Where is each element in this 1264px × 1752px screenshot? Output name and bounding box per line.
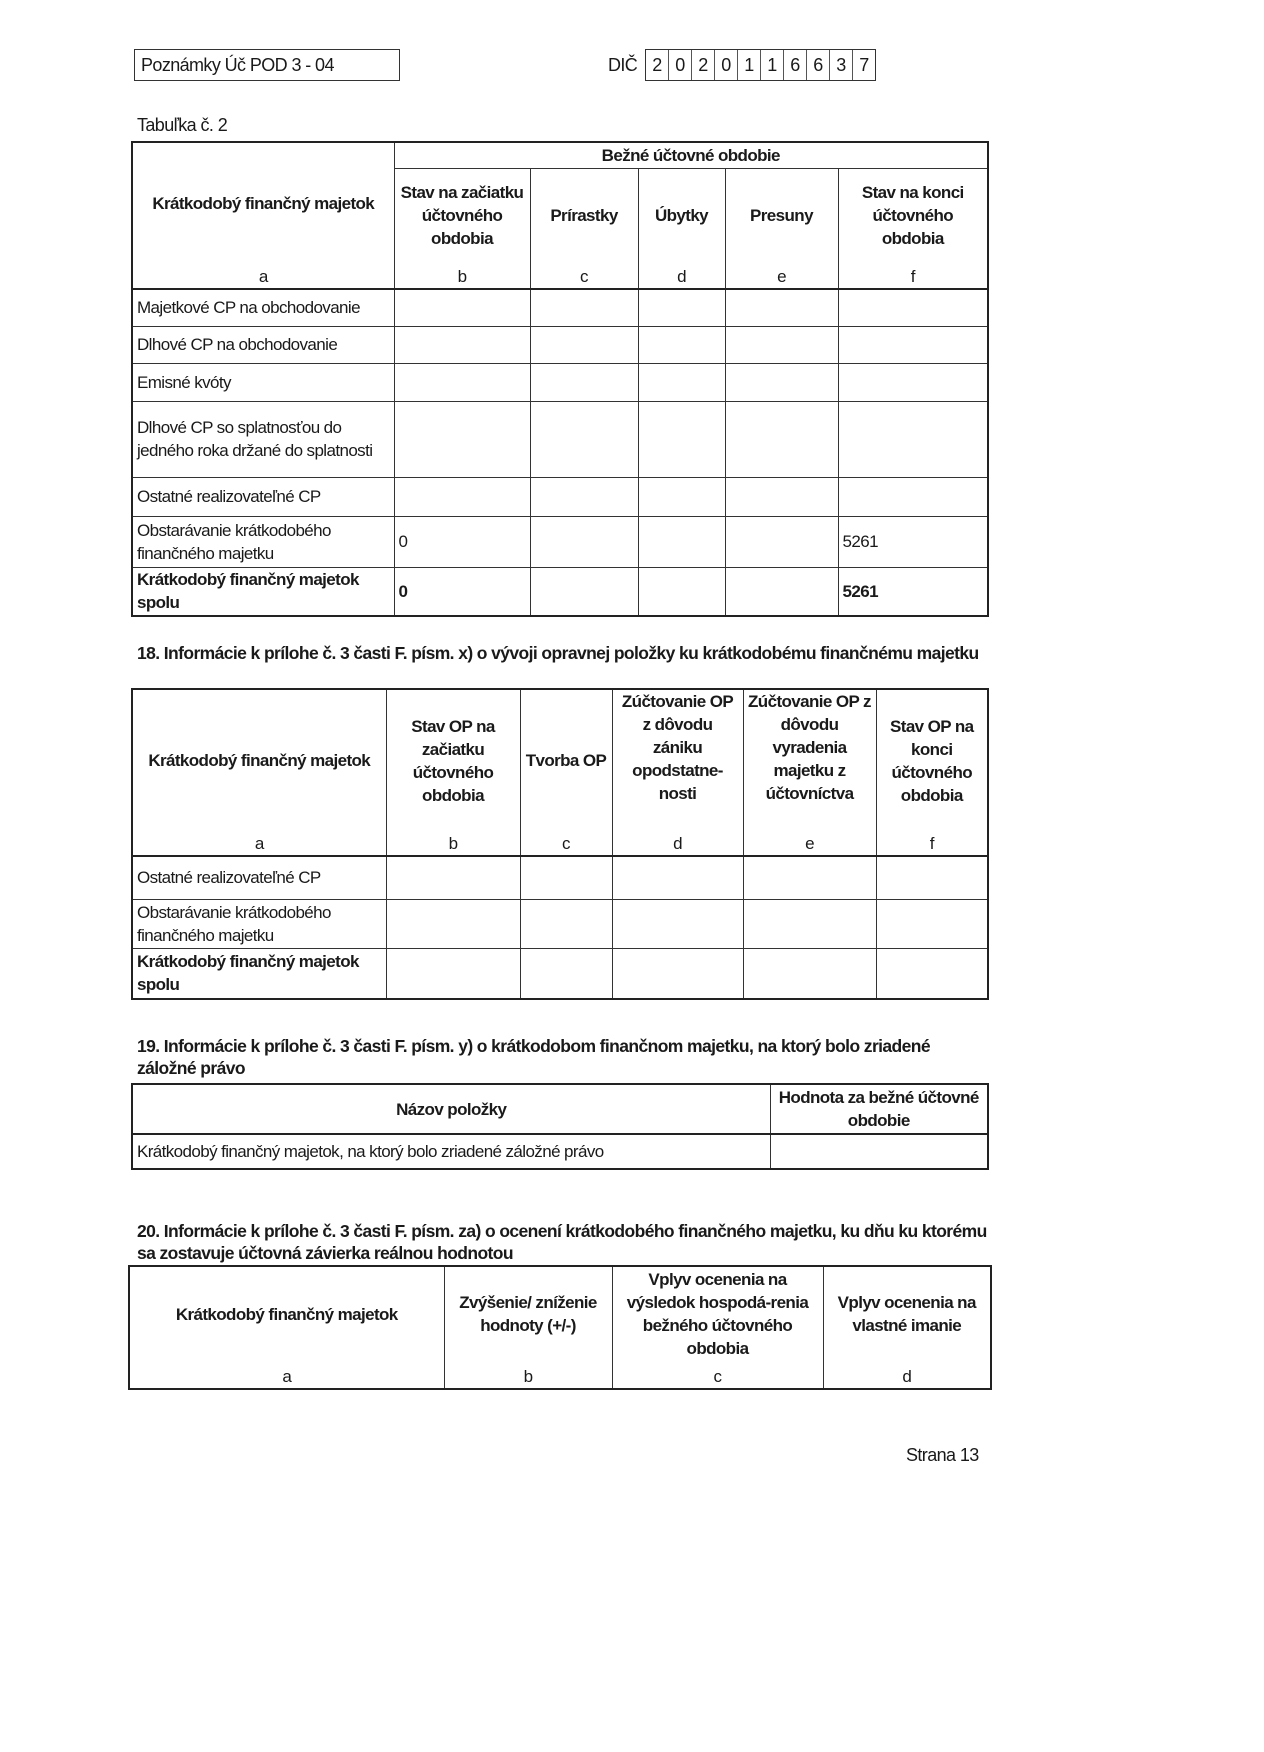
dic-boxes (645, 49, 876, 81)
col-header: Hodnota za bežné účtovné obdobie (770, 1084, 988, 1134)
row-label: Ostatné realizovateľné CP (132, 477, 394, 516)
cell-opening (394, 363, 530, 401)
section-19-heading: 19. Informácie k prílohe č. 3 časti F. písm. y) o krátkodobom finančnom majetku, na ktorý bolo zriadené záložné právo (137, 1036, 931, 1078)
col-header: Vplyv ocenenia na vlastné imanie (823, 1266, 991, 1361)
page-number: Strana 13 (906, 1445, 979, 1465)
col-header: Zvýšenie/ zníženie hodnoty (+/-) (444, 1266, 612, 1361)
table-allowance (131, 688, 989, 1000)
cell (530, 567, 638, 616)
cell-closing (838, 401, 988, 477)
table-row (132, 289, 988, 326)
row-label: Ostatné realizovateľné CP (132, 856, 386, 899)
cell (530, 516, 638, 567)
dic-digit: 6 (807, 50, 830, 80)
col-header: Stav na začiatku účtovného obdobia (394, 168, 530, 263)
col-header: Stav na konci účtovného obdobia (838, 168, 988, 263)
form-label: Poznámky Úč POD 3 - 04 (134, 49, 400, 81)
letter: f (838, 263, 988, 289)
cell (725, 289, 838, 326)
col-header: Presuny (725, 168, 838, 263)
cell-opening (394, 477, 530, 516)
letter: a (132, 831, 386, 856)
letter: b (386, 831, 520, 856)
cell (530, 363, 638, 401)
col-a-header: Krátkodobý finančný majetok (132, 689, 386, 831)
cell (725, 326, 838, 363)
cell-closing (838, 326, 988, 363)
table-row (132, 516, 988, 567)
dic-digit: 0 (669, 50, 692, 80)
row-label: Emisné kvóty (132, 363, 394, 401)
cell-closing (838, 477, 988, 516)
table-row (132, 363, 988, 401)
table-row (132, 401, 988, 477)
letter: a (129, 1361, 444, 1389)
cell-closing: 5261 (838, 567, 988, 616)
cell (638, 567, 725, 616)
cell (638, 363, 725, 401)
col-header: Vplyv ocenenia na výsledok hospodá-renia bežného účtovného obdobia (612, 1266, 823, 1361)
col-header: Krátkodobý finančný majetok (129, 1266, 444, 1361)
letter: d (638, 263, 725, 289)
cell (725, 567, 838, 616)
letter: c (530, 263, 638, 289)
table-row (132, 567, 988, 616)
table-fair-value (128, 1265, 992, 1390)
cell (530, 289, 638, 326)
cell-opening: 0 (394, 567, 530, 616)
dic-digit: 2 (692, 50, 715, 80)
letter: e (743, 831, 876, 856)
letter: c (612, 1361, 823, 1389)
letter: d (823, 1361, 991, 1389)
letter: d (612, 831, 743, 856)
cell (638, 289, 725, 326)
row-label-total: Krátkodobý finančný majetok spolu (132, 948, 386, 999)
cell-opening (394, 326, 530, 363)
col-header: Stav OP na konci účtovného obdobia (876, 689, 988, 831)
cell-closing (838, 289, 988, 326)
cell (725, 401, 838, 477)
cell-opening: 0 (394, 516, 530, 567)
letter: b (394, 263, 530, 289)
cell (530, 477, 638, 516)
cell (725, 516, 838, 567)
col-header: Úbytky (638, 168, 725, 263)
dic-digit: 2 (646, 50, 669, 80)
col-header: Zúčtovanie OP z dôvodu zániku opodstatne-nosti (612, 689, 743, 831)
cell (530, 326, 638, 363)
row-label-total: Krátkodobý finančný majetok spolu (132, 567, 394, 616)
table-caption: Tabuľka č. 2 (137, 115, 228, 135)
cell (725, 363, 838, 401)
cell (638, 401, 725, 477)
letter: a (132, 263, 394, 289)
letter: f (876, 831, 988, 856)
table-short-term-financial-assets (131, 141, 989, 617)
row-label: Obstarávanie krátkodobého finančného majetku (132, 516, 394, 567)
cell-opening (394, 289, 530, 326)
cell (638, 477, 725, 516)
table-pledged (131, 1083, 989, 1170)
col-header: Zúčtovanie OP z dôvodu vyradenia majetku z účtovníctva (743, 689, 876, 831)
col-header: Názov položky (132, 1084, 770, 1134)
section-18-heading: 18. Informácie k prílohe č. 3 časti F. písm. x) o vývoji opravnej položky ku krátkodobému finančnému majetku (137, 643, 979, 663)
cell (530, 401, 638, 477)
col-header: Stav OP na začiatku účtovného obdobia (386, 689, 520, 831)
letter: b (444, 1361, 612, 1389)
letter: c (520, 831, 612, 856)
col-a-header: Krátkodobý finančný majetok (132, 142, 394, 263)
row-label: Krátkodobý finančný majetok, na ktorý bolo zriadené záložné právo (132, 1134, 770, 1169)
table-row (132, 477, 988, 516)
row-label: Dlhové CP so splatnosťou do jedného roka držané do splatnosti (132, 401, 394, 477)
letter: e (725, 263, 838, 289)
cell (638, 326, 725, 363)
cell-opening (394, 401, 530, 477)
col-header: Tvorba OP (520, 689, 612, 831)
cell (725, 477, 838, 516)
row-label: Obstarávanie krátkodobého finančného majetku (132, 899, 386, 948)
cell (638, 516, 725, 567)
row-label: Majetkové CP na obchodovanie (132, 289, 394, 326)
dic-digit: 1 (761, 50, 784, 80)
table-row (132, 326, 988, 363)
dic-digit: 6 (784, 50, 807, 80)
cell-closing: 5261 (838, 516, 988, 567)
dic-digit: 7 (859, 55, 869, 75)
dic-label: DIČ (608, 55, 638, 75)
group-header: Bežné účtovné obdobie (394, 142, 988, 168)
col-header: Prírastky (530, 168, 638, 263)
cell-closing (838, 363, 988, 401)
dic-digit: 0 (715, 50, 738, 80)
dic-digit: 3 (830, 50, 853, 80)
row-label: Dlhové CP na obchodovanie (132, 326, 394, 363)
section-20-heading: 20. Informácie k prílohe č. 3 časti F. písm. za) o ocenení krátkodobého finančného majetku, ku dňu ku ktorému sa zostavuje účtovná závierka reálnou hodnotou (137, 1221, 987, 1263)
dic-digit: 1 (738, 50, 761, 80)
